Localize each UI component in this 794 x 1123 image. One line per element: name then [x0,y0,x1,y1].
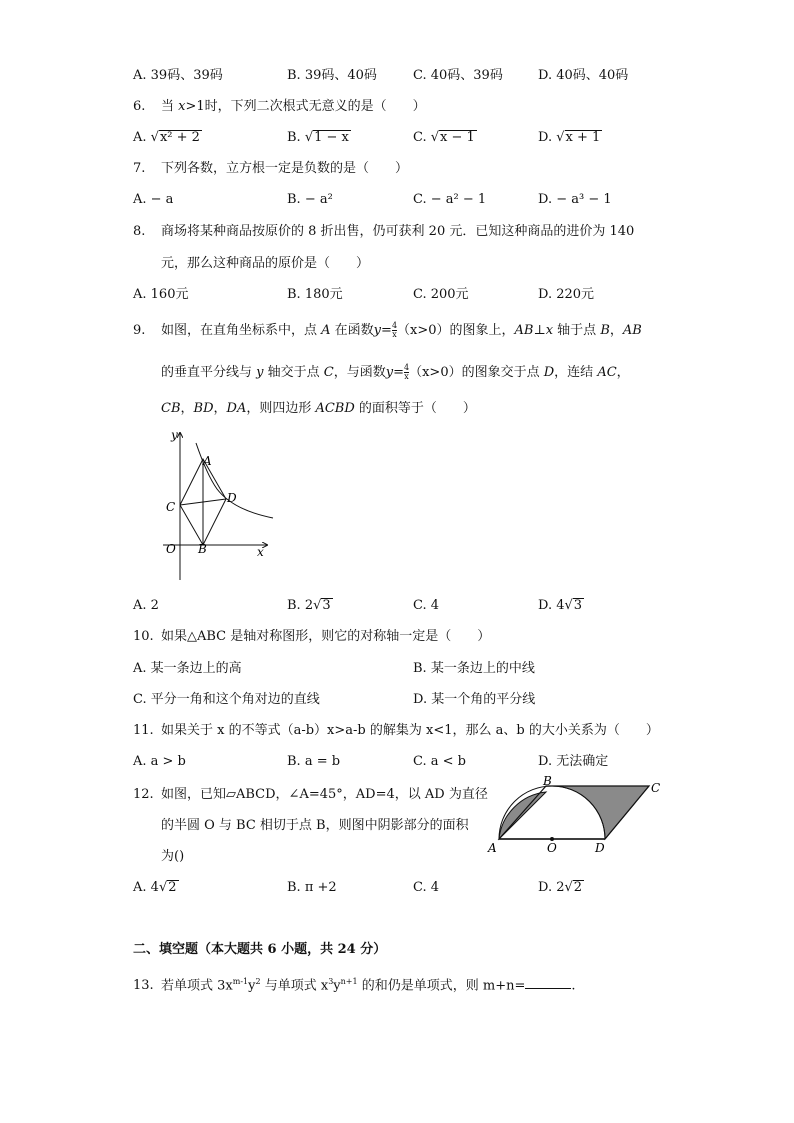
q10-option-c: C. 平分一角和这个角对边的直线 [133,692,320,707]
q8-option-b: B. 180元 [287,287,343,302]
q12-option-b: B. π +2 [287,880,337,895]
point-a-label: A [203,454,212,468]
question-11: 11. 如果关于 x 的不等式（a-b）x>a-b 的解集为 x<1，那么 a、b 的大小关系为（ ） [133,723,659,738]
q7-option-d: D. − a³ − 1 [538,192,612,207]
q11-option-b: B. a = b [287,754,341,769]
point-c-label: C [651,781,661,795]
question-number: 12. [133,787,154,802]
q7-option-c: C. − a² − 1 [413,192,487,207]
q12-option-c: C. 4 [413,880,440,895]
question-8-line2: 元，那么这种商品的原价是（ ） [161,256,370,271]
question-6: 6. 当 x>1时，下列二次根式无意义的是（ ） [133,99,426,114]
q10-option-a: A. 某一条边上的高 [133,661,242,676]
point-c-label: C [166,500,176,514]
question-12-line1: 12. 如图，已知▱ABCD，∠A=45°，AD=4，以 AD 为直径 [133,787,488,802]
question-number: 10. [133,629,154,644]
q10-option-b: B. 某一条边上的中线 [413,661,535,676]
question-12-line2: 的半圆 O 与 BC 相切于点 B，则图中阴影部分的面积 [161,818,469,833]
q6-option-d: D. √x + 1 [538,130,601,145]
q5-option-a: A. 39码、39码 [133,68,223,83]
question-8-line1: 8. 商场将某种商品按原价的 8 折出售，仍可获利 20 元．已知这种商品的进价为 140 [133,224,635,239]
q12-parallelogram-figure [485,775,665,857]
point-o-label: O [166,542,176,556]
question-9-line3: CB，BD，DA，则四边形 ACBD 的面积等于（ ） [161,401,476,416]
point-d-label: D [227,491,237,505]
x-axis-label: x [257,545,264,559]
question-13: 13. 若单项式 $3x^{m-1}y^2$ 与单项式 $x^3y^{n+1}$ 的和仍是单项式，则 m+n= . [133,977,576,994]
q10-option-d: D. 某一个角的平分线 [413,692,536,707]
question-9-line1: 9. 如图，在直角坐标系中，点 A 在函数y= $\frac{4}{x}$ （x>0）的图象上，AB⊥x 轴于点 B，AB [133,321,642,339]
y-axis-label: y [171,428,178,442]
shaded-region-right [552,786,649,839]
point-o-label: O [547,841,557,855]
answer-blank[interactable] [525,988,571,989]
point-b-label: B [543,775,552,788]
point-a-label: A [488,841,497,855]
section-heading: 二、填空题（本大题共 6 小题，共 24 分） [133,942,387,957]
q8-option-c: C. 200元 [413,287,469,302]
q12-option-a: A. 4√2 [133,880,177,895]
q9-option-d: D. 4√3 [538,598,583,613]
q8-option-d: D. 220元 [538,287,595,302]
q9-option-c: C. 4 [413,598,440,613]
question-7: 7. 下列各数，立方根一定是负数的是（ ） [133,161,409,176]
question-number: 13. [133,978,154,994]
q5-option-c: C. 40码、39码 [413,68,503,83]
question-number: 11. [133,723,154,738]
question-number: 7. [133,161,146,176]
q9-option-a: A. 2 [133,598,159,613]
q6-option-c: C. √x − 1 [413,130,475,145]
question-10: 10. 如果△ABC 是轴对称图形，则它的对称轴一定是（ ） [133,629,491,644]
q7-option-a: A. − a [133,192,174,207]
q11-option-c: C. a < b [413,754,466,769]
question-12-line3: 为() [161,849,185,864]
q11-option-d: D. 无法确定 [538,754,609,769]
q8-option-a: A. 160元 [133,287,189,302]
q12-option-d: D. 2√2 [538,880,583,895]
q11-option-a: A. a > b [133,754,186,769]
q9-option-b: B. 2√3 [287,598,331,613]
question-number: 8. [133,224,146,239]
q5-option-b: B. 39码、40码 [287,68,377,83]
point-b-label: B [198,542,207,556]
point-d-label: D [595,841,605,855]
q6-option-a: A. √x² + 2 [133,130,200,145]
question-number: 9. [133,323,146,338]
question-9-line2: 的垂直平分线与 y 轴交于点 C，与函数y= $\frac{4}{x}$ （x>0）的图象交于点 D，连结 AC， [161,363,630,381]
question-number: 6. [133,99,146,114]
q7-option-b: B. − a² [287,192,333,207]
q9-coordinate-figure [155,425,285,585]
q6-option-b: B. √1 − x [287,130,349,145]
q5-option-d: D. 40码、40码 [538,68,629,83]
